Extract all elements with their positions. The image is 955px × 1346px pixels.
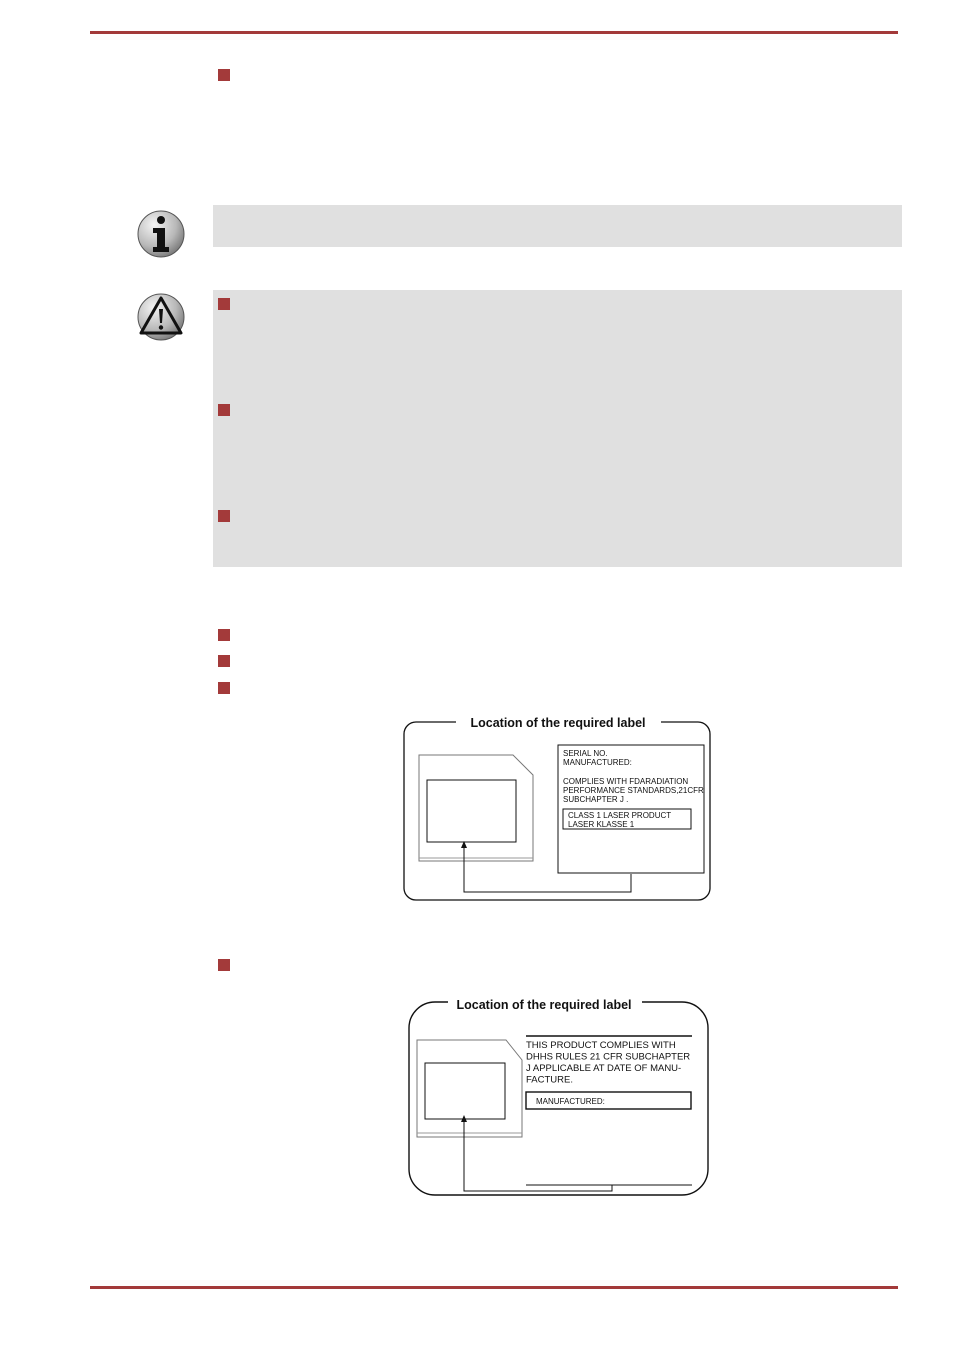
label-location-figure-1	[402, 714, 714, 904]
label-line: SUBCHAPTER J .	[563, 795, 629, 804]
label-line: SERIAL NO.	[563, 749, 608, 758]
list-bullet	[218, 959, 230, 971]
warning-icon	[136, 292, 186, 347]
list-bullet	[218, 69, 230, 81]
label-area	[425, 1063, 505, 1119]
warning-bullet	[218, 404, 230, 416]
label-line: COMPLIES WITH FDARADIATION	[563, 777, 689, 786]
manufactured-line: MANUFACTURED:	[536, 1097, 605, 1106]
list-bullet	[218, 629, 230, 641]
label-area	[427, 780, 516, 842]
label-line: DHHS RULES 21 CFR SUBCHAPTER	[526, 1051, 691, 1063]
warning-bullet	[218, 298, 230, 310]
label-line: J APPLICABLE AT DATE OF MANU-	[526, 1063, 682, 1074]
label-line: FACTURE.	[526, 1074, 573, 1086]
footer-rule	[90, 1286, 898, 1289]
label-line: PERFORMANCE STANDARDS,21CFR	[563, 786, 704, 795]
laser-class-line: LASER KLASSE 1	[568, 820, 635, 829]
warning-note-box	[213, 290, 902, 567]
label-location-figure-2	[406, 996, 712, 1200]
warning-bullet	[218, 510, 230, 522]
info-icon	[136, 209, 186, 264]
info-note-box	[213, 205, 902, 247]
label-line: MANUFACTURED:	[563, 758, 632, 767]
figure-title: Location of the required label	[470, 716, 646, 730]
header-rule	[90, 31, 898, 34]
list-bullet	[218, 682, 230, 694]
laser-class-line: CLASS 1 LASER PRODUCT	[568, 811, 672, 820]
label-line: THIS PRODUCT COMPLIES WITH	[526, 1040, 676, 1051]
figure-title: Location of the required label	[456, 998, 632, 1012]
list-bullet	[218, 655, 230, 667]
